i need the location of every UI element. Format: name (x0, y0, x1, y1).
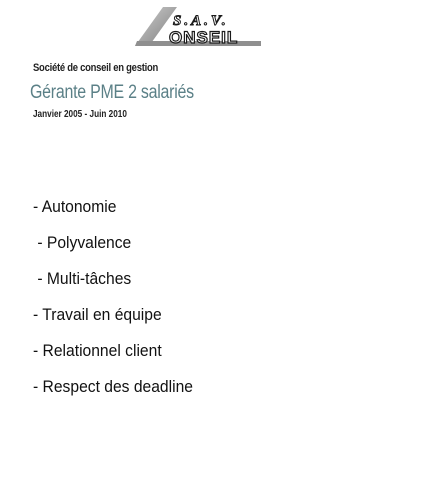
skill-item: - Relationnel client (33, 341, 162, 360)
skills-list (33, 196, 207, 412)
skill-item: - Travail en équipe (33, 305, 162, 324)
sav-conseil-logo (133, 5, 263, 49)
logo-graphic (133, 5, 263, 49)
logo-letters: S.A.V. (173, 13, 229, 29)
employment-dates: Janvier 2005 - Juin 2010 (33, 109, 127, 120)
job-title: Gérante PME 2 salariés (30, 82, 194, 103)
skill-item: - Polyvalence (33, 233, 132, 252)
skill-item: - Autonomie (33, 197, 117, 216)
logo-wordmark: ONSEIL (169, 28, 239, 47)
skill-item: - Respect des deadline (33, 377, 193, 396)
company-description: Société de conseil en gestion (33, 62, 158, 74)
skill-item: - Multi-tâches (33, 269, 132, 288)
